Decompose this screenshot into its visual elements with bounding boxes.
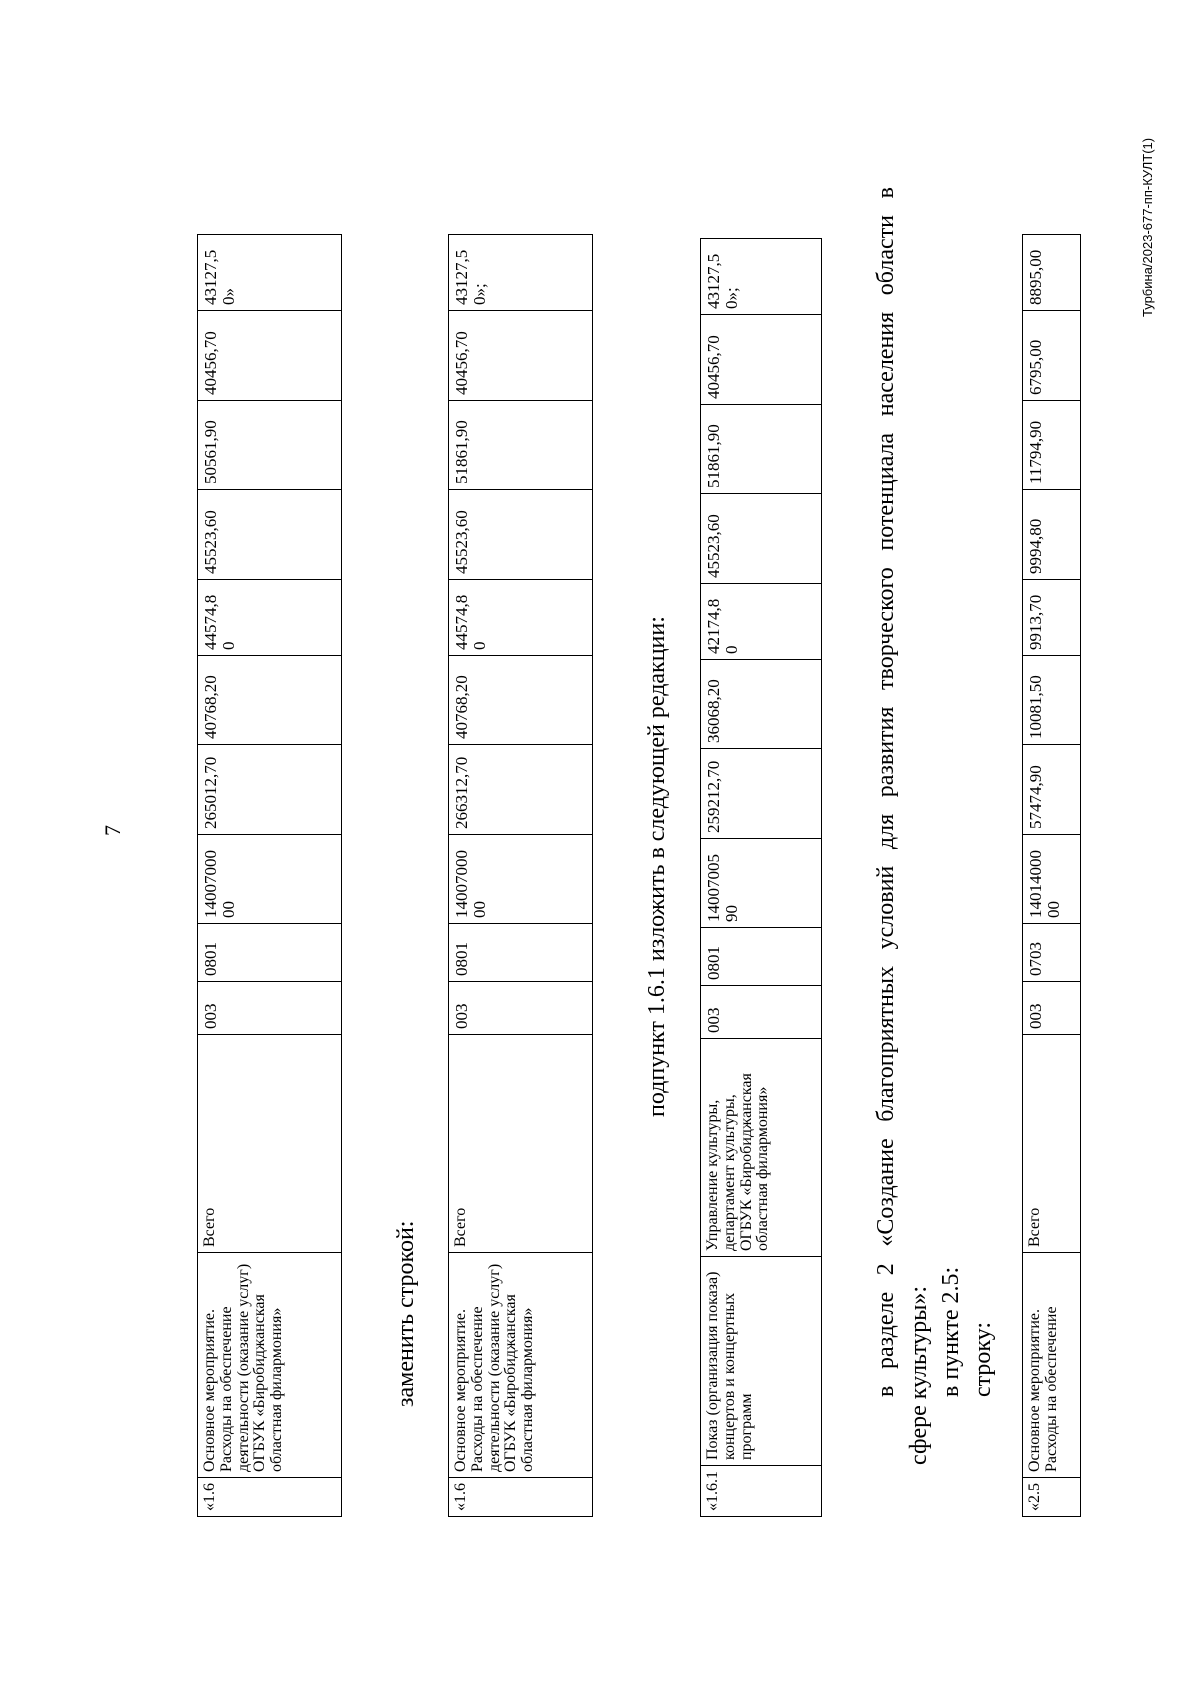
code-cell: 003 [1023,982,1081,1035]
code-cell: 0801 [701,928,822,986]
amount-cell: 43127,5 0» [198,235,342,311]
code-cell: 0703 [1023,924,1081,982]
code-cell: 003 [198,982,342,1035]
amount-cell: 44574,8 0 [198,580,342,656]
budget-table-subpoint [700,238,822,1517]
amount-cell: 42174,8 0 [701,584,822,660]
amount-cell: 8895,00 [1023,235,1081,311]
budget-table-section2 [1022,234,1081,1517]
amount-cell: 266312,70 [449,745,593,835]
amount-cell: 9913,70 [1023,580,1081,656]
subpoint-instruction: подпункт 1.6.1 изложить в следующей редакции: [644,616,670,1117]
code-cell: 14007005 90 [701,839,822,928]
amount-cell: 45523,60 [198,490,342,580]
page-number: 7 [100,825,125,836]
amount-cell: 40768,20 [449,656,593,745]
amount-cell: 40456,70 [198,311,342,401]
table-row [198,235,342,1517]
code-cell: 0801 [449,924,593,982]
event-name: Основное мероприятие. Расходы на обеспечение деятельности (оказание услуг) ОГБУК «Биробиджанская областная филармония» [198,1253,342,1478]
amount-cell: 259212,70 [701,749,822,839]
code-cell: 14014000 00 [1023,835,1081,924]
amount-cell: 11794,90 [1023,401,1081,490]
section-instruction-line1: в разделе 2 «Создание благоприятных условий для развития творческого потенциала населения области в [873,187,899,1397]
event-name: Основное мероприятие. Расходы на обеспечение деятельности (оказание услуг) ОГБУК «Биробиджанская областная филармония» [449,1253,593,1478]
amount-cell: 10081,50 [1023,656,1081,745]
executor: Всего [1023,1035,1081,1253]
line-instruction: строку: [970,1321,996,1397]
code-cell: 0801 [198,924,342,982]
table-row [701,239,822,1517]
amount-cell: 45523,60 [701,494,822,584]
budget-table-replacement [448,234,593,1517]
point-instruction: в пункте 2.5: [938,1266,964,1397]
event-name: Показ (организация показа) концертов и концертных программ [701,1257,822,1466]
amount-cell: 51861,90 [701,405,822,494]
replace-instruction: заменить строкой: [393,1220,419,1407]
code-cell: 14007000 00 [449,835,593,924]
executor: Всего [198,1035,342,1253]
code-cell: 003 [449,982,593,1035]
code-cell: 003 [701,986,822,1039]
amount-cell: 6795,00 [1023,311,1081,401]
budget-table-original [197,234,342,1517]
row-number: «1.6 [449,1478,593,1517]
executor: Управление культуры, департамент культуры, ОГБУК «Биробиджанская областная филармония» [701,1039,822,1257]
amount-cell: 45523,60 [449,490,593,580]
amount-cell: 43127,5 0»; [449,235,593,311]
amount-cell: 43127,5 0»; [701,239,822,315]
amount-cell: 40456,70 [449,311,593,401]
amount-cell: 36068,20 [701,660,822,749]
amount-cell: 9994,80 [1023,490,1081,580]
row-number: «2.5 [1023,1478,1081,1517]
amount-cell: 40768,20 [198,656,342,745]
amount-cell: 57474,90 [1023,745,1081,835]
code-cell: 14007000 00 [198,835,342,924]
table-row [1023,235,1081,1517]
row-number: «1.6 [198,1478,342,1517]
amount-cell: 51861,90 [449,401,593,490]
document-footer: Турбина/2023-677-пп-КУЛТ(1) [1140,137,1155,317]
amount-cell: 40456,70 [701,315,822,405]
amount-cell: 265012,70 [198,745,342,835]
amount-cell: 44574,8 0 [449,580,593,656]
event-name: Основное мероприятие. Расходы на обеспечение [1023,1253,1081,1478]
row-number: «1.6.1 [701,1466,822,1517]
amount-cell: 50561,90 [198,401,342,490]
executor: Всего [449,1035,593,1253]
table-row [449,235,593,1517]
section-instruction-line2: сфере культуры»: [906,1285,932,1465]
